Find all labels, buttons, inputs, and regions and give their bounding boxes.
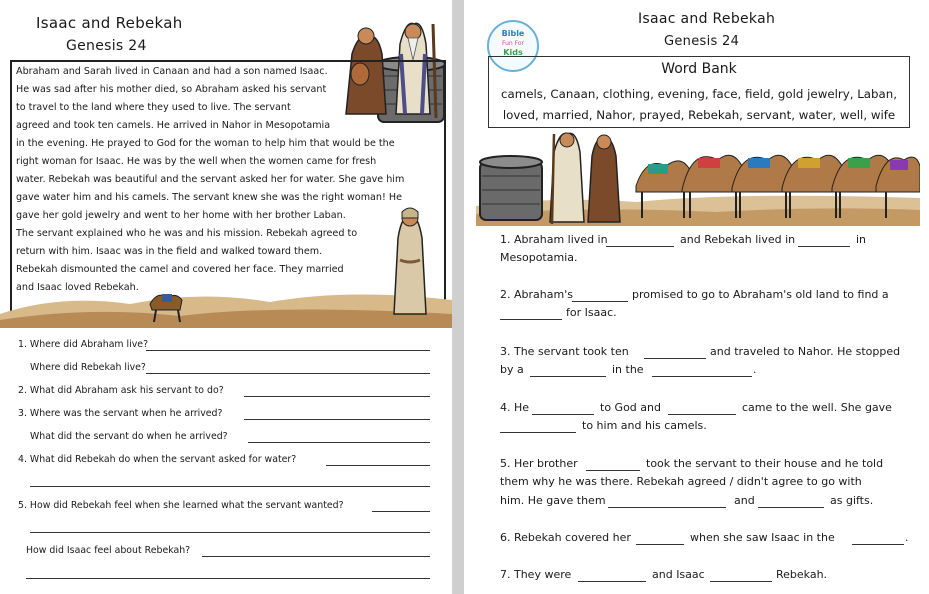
rq6-text-b: when she saw Isaac in the [690, 531, 835, 544]
right-subtitle: Genesis 24 [664, 34, 740, 49]
answer-line-4a[interactable] [326, 465, 430, 466]
rq5-text-f: as gifts. [830, 494, 874, 507]
question-3a: 3. Where was the servant when he arrived? [18, 408, 223, 419]
story-line: Abraham and Sarah lived in Canaan and had a son named Isaac. [16, 66, 328, 77]
logo-text-funfor: Fun For [501, 40, 524, 47]
rq4-blank-c[interactable] [500, 432, 576, 433]
rq7-text-b: and Isaac [652, 568, 705, 581]
answer-line-3a[interactable] [244, 419, 430, 420]
rq3-text-a: 3. The servant took ten [500, 345, 629, 358]
story-line: return with him. Isaac was in the field and walked toward them. [16, 246, 323, 257]
question-4: 4. What did Rebekah do when the servant asked for water? [18, 454, 297, 465]
story-line: gave her gold jewelry and went to her home with her brother Laban. [16, 210, 346, 221]
desert-landscape-illustration [0, 270, 452, 328]
answer-line-5c[interactable] [202, 556, 430, 557]
rq4-blank-b[interactable] [668, 414, 736, 415]
rq1-blank-b[interactable] [798, 246, 850, 247]
answer-line-5d[interactable] [26, 578, 430, 579]
question-1a: 1. Where did Abraham live? [18, 339, 149, 350]
story-line: in the evening. He prayed to God for the woman to help him that would be the [16, 138, 395, 149]
story-line: and Isaac loved Rebekah. [16, 282, 139, 293]
story-line: The servant explained who he was and his mission. Rebekah agreed to [16, 228, 358, 239]
word-bank-line-2: loved, married, Nahor, prayed, Rebekah, servant, water, well, wife [502, 108, 896, 122]
story-line: right woman for Isaac. He was by the well when the women came for fresh [16, 156, 377, 167]
rq1-text-a: 1. Abraham lived in [500, 233, 608, 246]
left-worksheet-page [0, 0, 452, 594]
answer-line-2[interactable] [244, 396, 430, 397]
rq7-text-c: Rebekah. [776, 568, 828, 581]
question-3b: What did the servant do when he arrived? [30, 431, 228, 442]
story-line: Rebekah dismounted the camel and covered her face. They married [16, 264, 344, 275]
rq4-text-d: to him and his camels. [582, 419, 707, 432]
story-line: gave water him and his camels. The servant knew she was the right woman! He [16, 192, 403, 203]
question-5a: 5. How did Rebekah feel when she learned what the servant wanted? [18, 500, 344, 511]
rq3-text-d: in the [612, 363, 644, 376]
page-gutter [452, 0, 464, 594]
word-bank-box [488, 56, 910, 128]
rq4-text-b: to God and [600, 401, 661, 414]
isaac-illustration [388, 204, 430, 316]
rq6-text-a: 6. Rebekah covered her [500, 531, 631, 544]
rq5-text-c: them why he was there. Rebekah agreed / didn't agree to go with [500, 475, 862, 488]
answer-line-1a[interactable] [146, 350, 430, 351]
rq2-text-a: 2. Abraham's [500, 288, 573, 301]
story-line: water. Rebekah was beautiful and the servant asked her for water. She gave him [16, 174, 405, 185]
rq1-text-b: and Rebekah lived in [680, 233, 796, 246]
question-5b: How did Isaac feel about Rebekah? [26, 545, 191, 556]
rq7-blank-b[interactable] [710, 581, 772, 582]
answer-line-5b[interactable] [30, 532, 430, 533]
rq5-text-b: took the servant to their house and he told [646, 457, 884, 470]
answer-line-4b[interactable] [30, 486, 430, 487]
rq3-blank-c[interactable] [652, 376, 752, 377]
rq1-text-d: Mesopotamia. [500, 251, 578, 264]
rq1-text-c: in [856, 233, 867, 246]
rq3-blank-b[interactable] [530, 376, 606, 377]
rq7-text-a: 7. They were [500, 568, 572, 581]
rq1-blank-a[interactable] [606, 246, 674, 247]
rq3-text-c: by a [500, 363, 524, 376]
rq4-text-a: 4. He [500, 401, 530, 414]
rq4-text-c: came to the well. She gave [742, 401, 892, 414]
logo-text-kids: Kids [503, 48, 523, 57]
rq5-text-a: 5. Her brother [500, 457, 578, 470]
story-line: agreed and took ten camels. He arrived in Nahor in Mesopotamia [16, 120, 331, 131]
question-2: 2. What did Abraham ask his servant to do? [18, 385, 224, 396]
logo-text-bible: Bible [501, 29, 525, 38]
rq6-blank-b[interactable] [852, 544, 904, 545]
answer-line-1b[interactable] [146, 373, 430, 374]
rq2-text-c: for Isaac. [566, 306, 617, 319]
rq2-blank-a[interactable] [572, 301, 628, 302]
rq3-text-b: and traveled to Nahor. He stopped [710, 345, 901, 358]
rq6-blank-a[interactable] [636, 544, 684, 545]
rq2-blank-b[interactable] [500, 319, 562, 320]
left-subtitle: Genesis 24 [66, 38, 147, 54]
rq4-blank-a[interactable] [532, 414, 594, 415]
word-bank-line-1: camels, Canaan, clothing, evening, face, field, gold jewelry, Laban, [501, 87, 897, 101]
rq5-blank-c[interactable] [758, 507, 824, 508]
word-bank-title: Word Bank [661, 61, 737, 77]
rq5-blank-b[interactable] [608, 507, 726, 508]
rq3-text-e: . [753, 363, 757, 376]
story-line: to travel to the land where they used to live. The servant [16, 102, 291, 113]
rq7-blank-a[interactable] [578, 581, 646, 582]
rq2-text-b: promised to go to Abraham's old land to find a [632, 288, 889, 301]
answer-line-5a[interactable] [372, 511, 430, 512]
rq3-blank-a[interactable] [644, 358, 706, 359]
story-line: He was sad after his mother died, so Abraham asked his servant [16, 84, 327, 95]
answer-line-3b[interactable] [248, 442, 430, 443]
rq5-blank-a[interactable] [586, 470, 640, 471]
rq6-text-c: . [905, 531, 909, 544]
left-title: Isaac and Rebekah [36, 14, 183, 32]
question-1b: Where did Rebekah live? [30, 362, 146, 373]
rq5-text-d: him. He gave them [500, 494, 606, 507]
camel-caravan-illustration [476, 126, 920, 226]
rq5-text-e: and [734, 494, 755, 507]
right-title: Isaac and Rebekah [638, 11, 776, 27]
